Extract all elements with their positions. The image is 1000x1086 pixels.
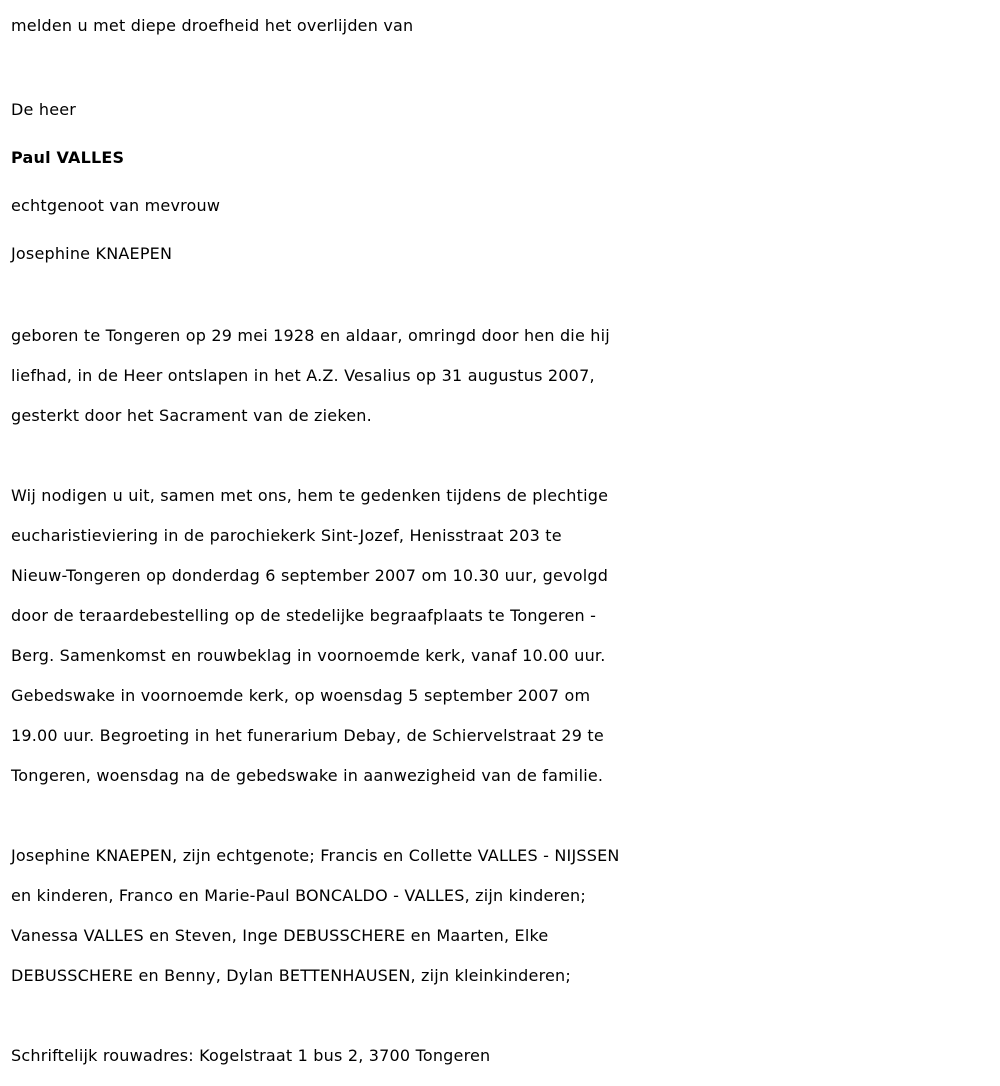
paragraph-line: Wij nodigen u uit, samen met ons, hem te gedenken tijdens de plechtige (11, 486, 609, 505)
spacer (11, 436, 996, 476)
paragraph-line: Tongeren, woensdag na de gebedswake in aanwezigheid van de familie. (11, 766, 604, 785)
family-paragraph (11, 836, 996, 996)
paragraph-line: gesterkt door het Sacrament van de zieken. (11, 406, 372, 425)
spouse-name: Josephine KNAEPEN (11, 244, 173, 263)
paragraph-line: geboren te Tongeren op 29 mei 1928 en aldaar, omringd door hen die hij (11, 326, 610, 345)
deceased-block (11, 86, 996, 278)
paragraph-line: 19.00 uur. Begroeting in het funerarium Debay, de Schiervelstraat 29 te (11, 726, 604, 745)
spacer (11, 46, 996, 86)
spacer (11, 796, 996, 836)
paragraph-line: Berg. Samenkomst en rouwbeklag in voornoemde kerk, vanaf 10.00 uur. (11, 646, 606, 665)
paragraph-line: eucharistieviering in de parochiekerk Sint-Jozef, Henisstraat 203 te (11, 526, 562, 545)
spacer (11, 996, 996, 1036)
spouse-label: echtgenoot van mevrouw (11, 196, 221, 215)
paragraph-line: Gebedswake in voornoemde kerk, op woensdag 5 september 2007 om (11, 686, 591, 705)
opening-line: melden u met diepe droefheid het overlijden van (11, 16, 414, 35)
paragraph-line: liefhad, in de Heer ontslapen in het A.Z. Vesalius op 31 augustus 2007, (11, 366, 595, 385)
paragraph-line: en kinderen, Franco en Marie-Paul BONCALDO - VALLES, zijn kinderen; (11, 886, 586, 905)
paragraph-line: Josephine KNAEPEN, zijn echtgenote; Francis en Collette VALLES - NIJSSEN (11, 846, 620, 865)
birth-paragraph (11, 316, 996, 436)
mourning-address: Schriftelijk rouwadres: Kogelstraat 1 bus 2, 3700 Tongeren (11, 1046, 491, 1065)
paragraph-line: Vanessa VALLES en Steven, Inge DEBUSSCHERE en Maarten, Elke (11, 926, 549, 945)
ceremony-paragraph (11, 476, 996, 796)
death-notice (11, 6, 996, 1076)
paragraph-line: DEBUSSCHERE en Benny, Dylan BETTENHAUSEN, zijn kleinkinderen; (11, 966, 571, 985)
deceased-name: Paul VALLES (11, 148, 125, 167)
paragraph-line: door de teraardebestelling op de stedelijke begraafplaats te Tongeren - (11, 606, 597, 625)
spacer (11, 278, 996, 316)
honorific: De heer (11, 100, 77, 119)
paragraph-line: Nieuw-Tongeren op donderdag 6 september 2007 om 10.30 uur, gevolgd (11, 566, 609, 585)
